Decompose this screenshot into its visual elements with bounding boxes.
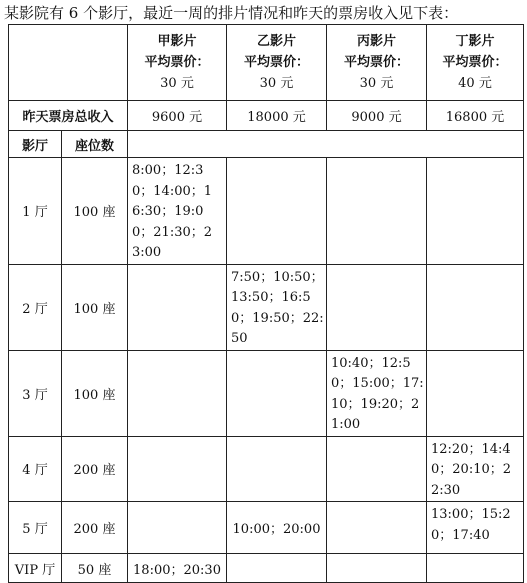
price-label: 平均票价： (343, 55, 409, 70)
showtimes-cell: 13:00；15:20；17:40 (427, 502, 524, 554)
blank-corner-cell (9, 25, 128, 101)
showtimes-cell (128, 350, 227, 436)
showtimes-cell (327, 502, 427, 554)
film-header-row (9, 25, 524, 101)
seat-count: 100 座 (62, 264, 128, 350)
film-name: 丙影片 (356, 34, 396, 49)
hall-header: 影厅 (9, 131, 62, 158)
seat-count: 200 座 (62, 436, 128, 502)
showtimes-cell (427, 158, 524, 265)
showtimes-cell (327, 264, 427, 350)
hall-row (9, 554, 524, 583)
showtimes-cell (327, 158, 427, 265)
showtimes-cell (227, 554, 327, 583)
film-name: 甲影片 (157, 34, 197, 49)
price-value: 30 元 (359, 76, 394, 91)
showtimes-cell (128, 264, 227, 350)
showtimes-cell (227, 350, 327, 436)
showtimes-cell: 18:00；20:30 (128, 554, 227, 583)
hall-name: VIP 厅 (9, 554, 62, 583)
hall-name: 1 厅 (9, 158, 62, 265)
blank-header-span (128, 131, 524, 158)
hall-row (9, 158, 524, 265)
showtimes-cell: 8:00；12:30；14:00；16:30；19:00；21:30；23:00 (128, 158, 227, 265)
showtimes-cell: 7:50；10:50；13:50；16:50；19:50；22:50 (227, 264, 327, 350)
revenue-value: 16800 元 (427, 101, 524, 131)
showtimes-cell: 12:20；14:40；20:10；22:30 (427, 436, 524, 502)
revenue-row (9, 101, 524, 131)
intro-text: 某影院有 6 个影厅，最近一周的排片情况和昨天的票房收入见下表： (4, 4, 459, 22)
hall-row (9, 502, 524, 554)
revenue-label: 昨天票房总收入 (9, 101, 128, 131)
price-value: 40 元 (458, 76, 492, 91)
hall-name: 4 厅 (9, 436, 62, 502)
film-header-cell (327, 25, 427, 101)
showtimes-cell (327, 554, 427, 583)
schedule-table (8, 24, 524, 583)
price-label: 平均票价： (442, 55, 508, 70)
price-label: 平均票价： (243, 55, 309, 70)
showtimes-cell (227, 436, 327, 502)
revenue-value: 9000 元 (327, 101, 427, 131)
film-name: 乙影片 (256, 34, 296, 49)
hall-row (9, 436, 524, 502)
seat-header: 座位数 (62, 131, 128, 158)
seat-count: 200 座 (62, 502, 128, 554)
showtimes-cell (128, 502, 227, 554)
hall-name: 5 厅 (9, 502, 62, 554)
showtimes-cell: 10:00；20:00 (227, 502, 327, 554)
hall-name: 2 厅 (9, 264, 62, 350)
seat-count: 100 座 (62, 350, 128, 436)
film-header-cell (427, 25, 524, 101)
showtimes-cell (128, 436, 227, 502)
seat-count: 100 座 (62, 158, 128, 265)
film-header-cell (128, 25, 227, 101)
price-value: 30 元 (259, 76, 294, 91)
column-header-row (9, 131, 524, 158)
showtimes-cell (227, 158, 327, 265)
revenue-value: 18000 元 (227, 101, 327, 131)
showtimes-cell (427, 350, 524, 436)
film-header-cell (227, 25, 327, 101)
seat-count: 50 座 (62, 554, 128, 583)
hall-name: 3 厅 (9, 350, 62, 436)
film-name: 丁影片 (455, 34, 495, 49)
showtimes-cell (427, 554, 524, 583)
showtimes-cell: 10:40；12:50；15:00；17:10；19:20；21:00 (327, 350, 427, 436)
hall-row (9, 264, 524, 350)
hall-row (9, 350, 524, 436)
showtimes-cell (327, 436, 427, 502)
revenue-value: 9600 元 (128, 101, 227, 131)
showtimes-cell (427, 264, 524, 350)
price-value: 30 元 (160, 76, 194, 91)
price-label: 平均票价： (144, 55, 210, 70)
